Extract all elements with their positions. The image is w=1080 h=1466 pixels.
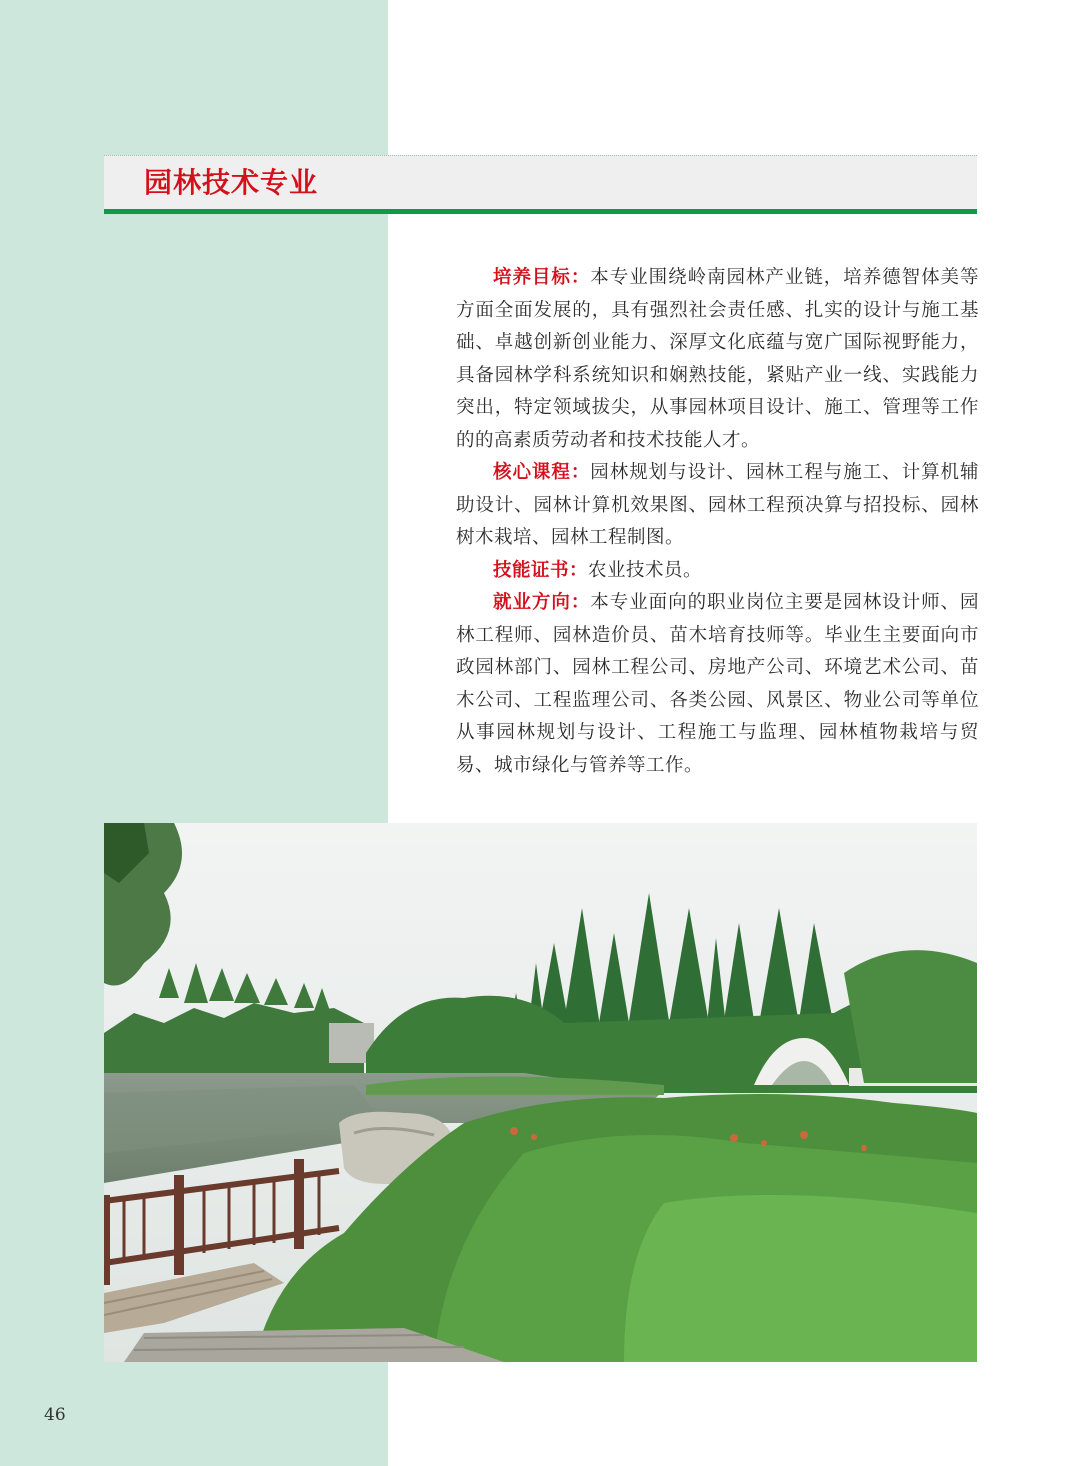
text-core-courses: 园林规划与设计、园林工程与施工、计算机辅助设计、园林计算机效果图、园林工程预决算与招投标、园林树木栽培、园林工程制图。 xyxy=(456,462,979,548)
text-training-goal: 本专业围绕岭南园林产业链，培养德智体美等方面全面发展的，具有强烈社会责任感、扎实的设计与施工基础、卓越创新创业能力、深厚文化底蕴与宽广国际视野能力，具备园林学科系统知识和娴熟技能，紧贴产业一线、实践能力突出，特定领域拔尖，从事园林项目设计、施工、管理等工作的的高素质劳动者和技术技能人才。 xyxy=(456,267,979,451)
label-certificate: 技能证书： xyxy=(493,559,589,581)
page-number: 46 xyxy=(44,1405,66,1425)
paragraph-certificate xyxy=(456,555,979,588)
garden-lake-photo xyxy=(104,823,977,1362)
label-core-courses: 核心课程： xyxy=(493,462,591,483)
body-text xyxy=(456,262,979,782)
text-employment: 本专业面向的职业岗位主要是园林设计师、园林工程师、园林造价员、苗木培育技师等。毕业生主要面向市政园林部门、园林工程公司、房地产公司、环境艺术公司、苗木公司、工程监理公司、各类公园、风景区、物业公司等单位从事园林规划与设计、工程施工与监理、园林植物栽培与贸易、城市绿化与管养等工作。 xyxy=(456,592,979,776)
label-employment: 就业方向： xyxy=(493,592,591,613)
text-certificate: 农业技术员。 xyxy=(588,559,703,581)
paragraph-employment xyxy=(456,587,979,782)
paragraph-training-goal xyxy=(456,262,979,457)
paragraph-core-courses xyxy=(456,457,979,555)
page-title: 园林技术专业 xyxy=(144,166,319,199)
title-underline xyxy=(104,209,977,214)
label-training-goal: 培养目标： xyxy=(493,267,591,288)
section-title-bar xyxy=(104,155,977,210)
